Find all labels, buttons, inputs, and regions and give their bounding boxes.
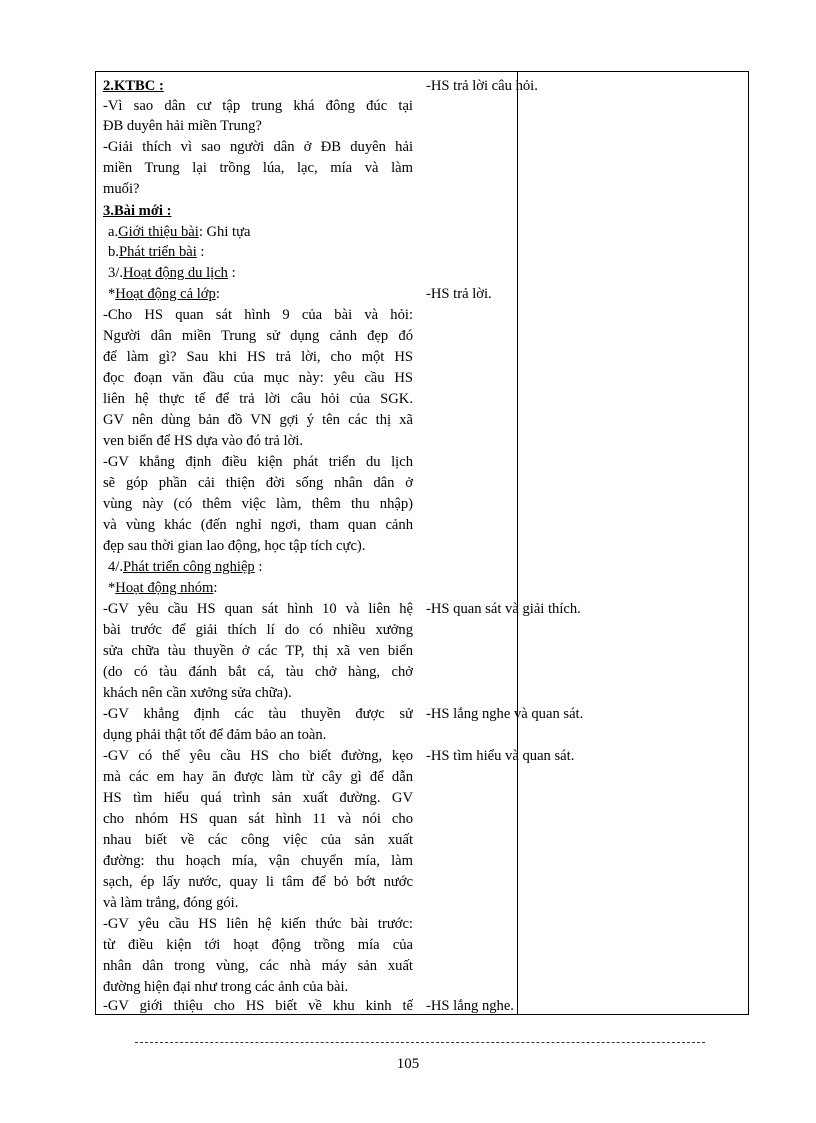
text-line: đọc đoạn văn đầu của mục này: yêu cầu HS <box>103 370 413 386</box>
student-response: -HS lắng nghe và quan sát. <box>426 706 584 722</box>
text-line: vùng này (có thêm việc làm, thêm thu nhập) <box>103 496 413 512</box>
student-response: -HS trả lời câu hỏi. <box>426 78 538 94</box>
text-line: sửa chữa tàu thuyền ở các TP, thị xã ven biển <box>103 643 413 659</box>
text-line: và vùng khác (đến nghỉ ngơi, tham quan cảnh <box>103 517 413 533</box>
text-line: HS tìm hiểu quá trình sản xuất đường. GV <box>103 790 413 806</box>
text-line: -GV yêu cầu HS quan sát hình 10 và liên hệ <box>103 601 413 617</box>
text-line: sạch, ép lấy nước, quay li tâm để bỏ bớt nước <box>103 874 413 890</box>
text-line: -GV yêu cầu HS liên hệ kiến thức bài trước: <box>103 916 413 932</box>
page-number: 105 <box>396 1056 420 1072</box>
column-divider <box>517 72 518 1014</box>
text-line: ĐB duyên hải miền Trung? <box>103 118 262 134</box>
text-line: GV nên dùng bản đồ VN gợi ý tên các thị xã <box>103 412 413 428</box>
text-line: nhân dân trong vùng, các nhà máy sản xuất <box>103 958 413 974</box>
text-line: miền Trung lại trồng lúa, lạc, mía và làm <box>103 160 413 176</box>
text-line: bài trước để giải thích lí do có nhiều xưởng <box>103 622 413 638</box>
text-line: -GV giới thiệu cho HS biết về khu kinh tế <box>103 998 413 1014</box>
sub-heading-gioi-thieu: a.Giới thiệu bài: Ghi tựa <box>108 224 251 240</box>
text-line: đẹp sau thời gian lao động, học tập tích cực). <box>103 538 366 554</box>
text-line: -Cho HS quan sát hình 9 của bài và hỏi: <box>103 307 413 323</box>
text-line: và làm trắng, đóng gói. <box>103 895 239 911</box>
student-response: -HS lắng nghe. <box>426 998 514 1014</box>
text-line: nhau biết về các công việc của sản xuất <box>103 832 413 848</box>
text-line: mà các em hay ăn được làm từ cây gì để dẫn <box>103 769 413 785</box>
text-line: sẽ góp phần cải thiện đời sống nhân dân ở <box>103 475 413 491</box>
activity-heading-ca-lop: *Hoạt động cả lớp: <box>108 286 220 302</box>
text-line: đường hiện đại như trong các ảnh của bài. <box>103 979 349 995</box>
text-line: ven biển để HS dựa vào đó trả lời. <box>103 433 304 449</box>
lesson-table <box>95 71 749 1015</box>
activity-heading-nhom: *Hoạt động nhóm: <box>108 580 218 596</box>
section-heading-du-lich: 3/.Hoạt động du lịch : <box>108 265 236 281</box>
text-line: (do có tàu đánh bắt cá, tàu chở hàng, chở <box>103 664 413 680</box>
text-line: -GV có thể yêu cầu HS cho biết đường, kẹo <box>103 748 413 764</box>
text-line: để làm gì? Sau khi HS trả lời, cho một HS <box>103 349 413 365</box>
footer-divider <box>135 1042 705 1043</box>
text-line: -GV khẳng định điều kiện phát triển du lịch <box>103 454 413 470</box>
text-line: cho nhóm HS quan sát hình 11 và nói cho <box>103 811 413 827</box>
text-line: -GV khẳng định các tàu thuyền được sử <box>103 706 413 722</box>
heading-ktbc: 2.KTBC : <box>103 78 164 94</box>
heading-bai-moi: 3.Bài mới : <box>103 203 172 219</box>
text-line: khách nên cần xưởng sửa chữa). <box>103 685 292 701</box>
sub-heading-phat-trien: b.Phát triển bài : <box>108 244 205 260</box>
section-heading-cong-nghiep: 4/.Phát triển công nghiệp : <box>108 559 263 575</box>
text-line: dụng phải thật tốt để đảm bảo an toàn. <box>103 727 327 743</box>
text-line: từ điều kiện tới hoạt động trồng mía của <box>103 937 413 953</box>
text-line: -Giải thích vì sao người dân ở ĐB duyên hải <box>103 139 413 155</box>
student-response: -HS trả lời. <box>426 286 492 302</box>
text-line: muối? <box>103 181 140 197</box>
text-line: -Vì sao dân cư tập trung khá đông đúc tại <box>103 98 413 114</box>
student-response: -HS tìm hiểu và quan sát. <box>426 748 575 764</box>
text-line: liên hệ thực tế để trả lời câu hỏi của SGK. <box>103 391 413 407</box>
student-response: -HS quan sát và giải thích. <box>426 601 581 617</box>
text-line: Người dân miền Trung sử dụng cảnh đẹp đó <box>103 328 413 344</box>
text-line: đường: thu hoạch mía, vận chuyển mía, làm <box>103 853 413 869</box>
